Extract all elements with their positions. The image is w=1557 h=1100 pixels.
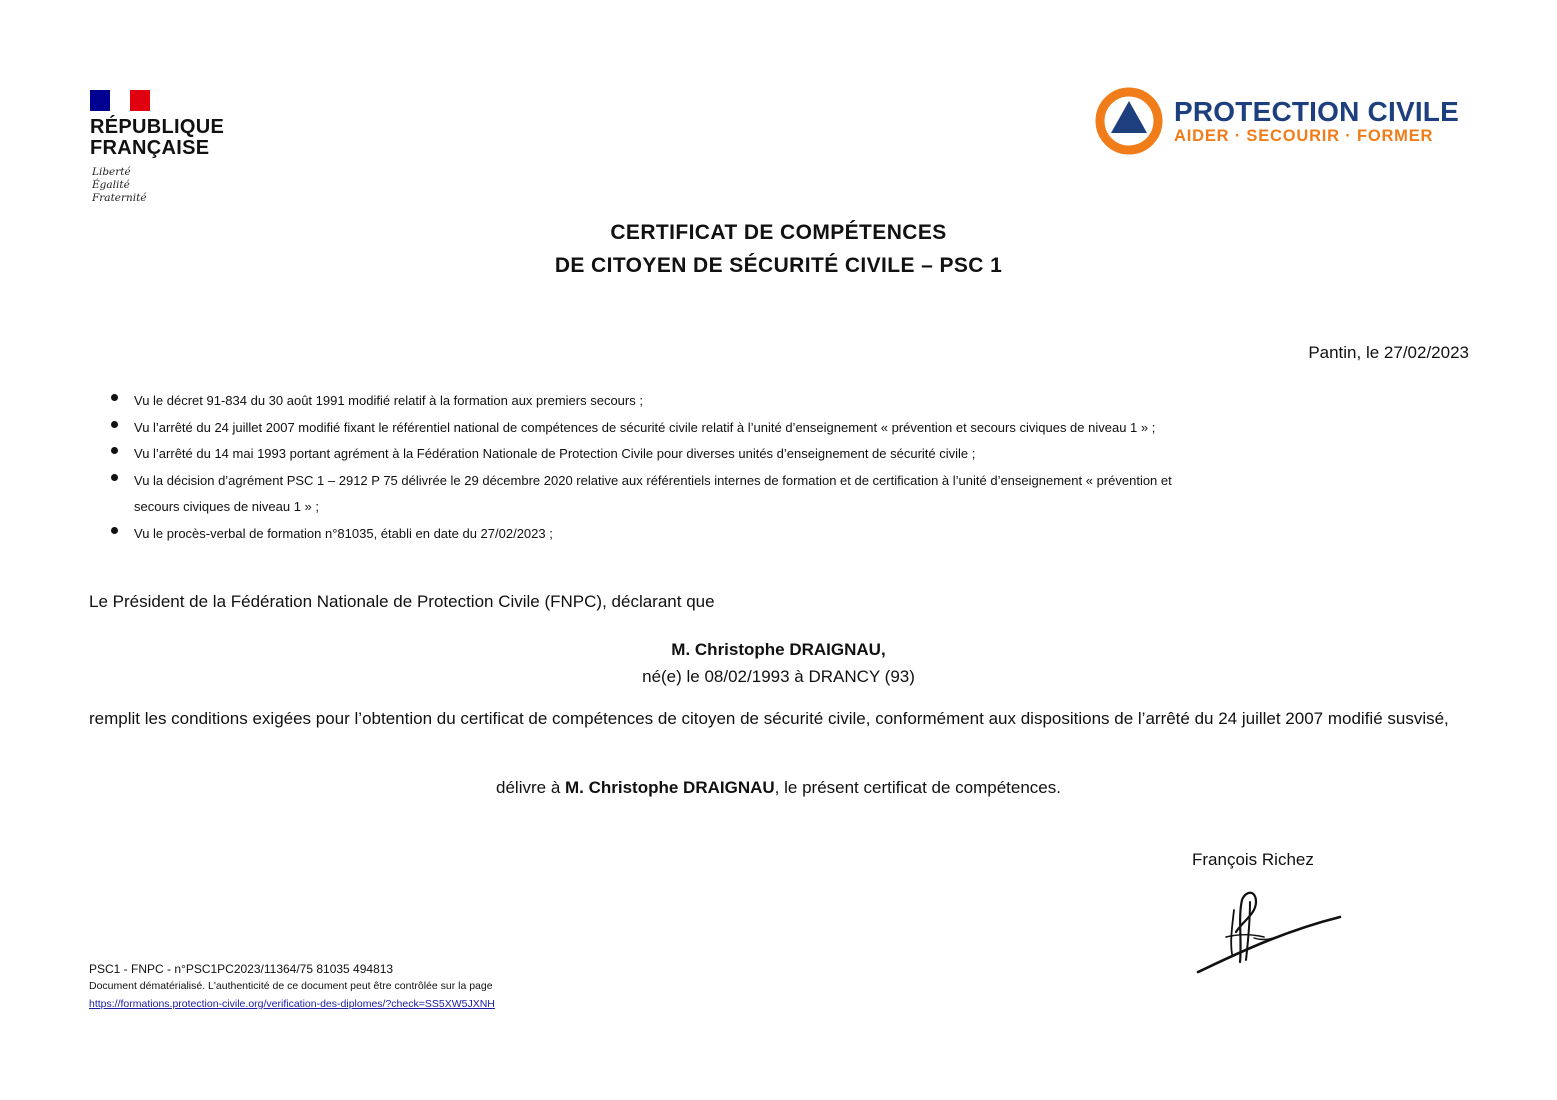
- conditions-paragraph: remplit les conditions exigées pour l’obtention du certificat de compétences de citoyen de sécurité civile, conformément aux dispositions de l’arrêté du 24 juillet 2007 modifié susvisé,: [89, 709, 1449, 728]
- certificate-title: [0, 216, 1557, 282]
- footer: [89, 961, 495, 1013]
- rf-line1: RÉPUBLIQUE: [90, 116, 225, 138]
- delivery-prefix: délivre à: [496, 778, 565, 797]
- delivery-suffix: , le présent certificat de compétences.: [774, 778, 1061, 797]
- delivery-name: M. Christophe DRAIGNAU: [565, 778, 775, 797]
- republique-motto: [92, 166, 147, 205]
- list-item: Vu l’arrêté du 24 juillet 2007 modifié fixant le référentiel national de compétences de sécurité civile relatif à l’unité d’enseignement « prévention et secours civiques de niveau 1 » ;: [108, 415, 1218, 442]
- rf-line2: FRANÇAISE: [90, 137, 210, 159]
- footer-reference: PSC1 - FNPC - n°PSC1PC2023/11364/75 81035 494813: [89, 962, 394, 976]
- recipient-name: M. Christophe DRAIGNAU,: [671, 640, 886, 659]
- recipient-block: [0, 636, 1557, 690]
- motto-egalite: Égalité: [92, 179, 130, 191]
- motto-fraternite: Fraternité: [92, 192, 147, 204]
- president-declaration: Le Président de la Fédération Nationale de Protection Civile (FNPC), déclarant que: [89, 592, 715, 611]
- delivery-statement: [0, 778, 1557, 798]
- motto-liberte: Liberté: [92, 166, 131, 178]
- list-item: Vu la décision d’agrément PSC 1 – 2912 P 75 délivrée le 29 décembre 2020 relative aux référentiels internes de formation et de certification à l’unité d’enseignement « prévention et secours civiques de niveau 1 » ;: [108, 468, 1218, 521]
- verification-link[interactable]: https://formations.protection-civile.org/verification-des-diplomes/?check=SS5XW5JXNH: [89, 998, 495, 1010]
- list-item: Vu l’arrêté du 14 mai 1993 portant agrément à la Fédération Nationale de Protection Civile pour diverses unités d’enseignement de sécurité civile ;: [108, 441, 1218, 468]
- list-item: Vu le procès-verbal de formation n°81035, établi en date du 27/02/2023 ;: [108, 521, 1218, 548]
- protection-civile-title: PROTECTION CIVILE: [1174, 96, 1459, 127]
- protection-civile-emblem-icon: [1094, 86, 1164, 156]
- protection-civile-logo: [1094, 86, 1474, 158]
- protection-civile-tagline: AIDER · SECOURIR · FORMER: [1174, 127, 1434, 145]
- recipient-birth: né(e) le 08/02/1993 à DRANCY (93): [642, 667, 915, 686]
- french-flag-icon: [90, 90, 150, 111]
- republique-francaise-name: [90, 117, 224, 159]
- title-line2: DE CITOYEN DE SÉCURITÉ CIVILE – PSC 1: [554, 254, 1003, 277]
- footer-note: Document dématérialisé. L'authenticité de ce document peut être contrôlée sur la page: [89, 980, 493, 992]
- legal-references-list: [108, 388, 1218, 547]
- republique-francaise-logo: [90, 90, 260, 210]
- signatory-name: François Richez: [1192, 850, 1314, 869]
- handwritten-signature: [1190, 882, 1350, 982]
- list-item: Vu le décret 91-834 du 30 août 1991 modifié relatif à la formation aux premiers secours ;: [108, 388, 1218, 415]
- title-line1: CERTIFICAT DE COMPÉTENCES: [610, 221, 947, 244]
- date-line: Pantin, le 27/02/2023: [1308, 343, 1469, 362]
